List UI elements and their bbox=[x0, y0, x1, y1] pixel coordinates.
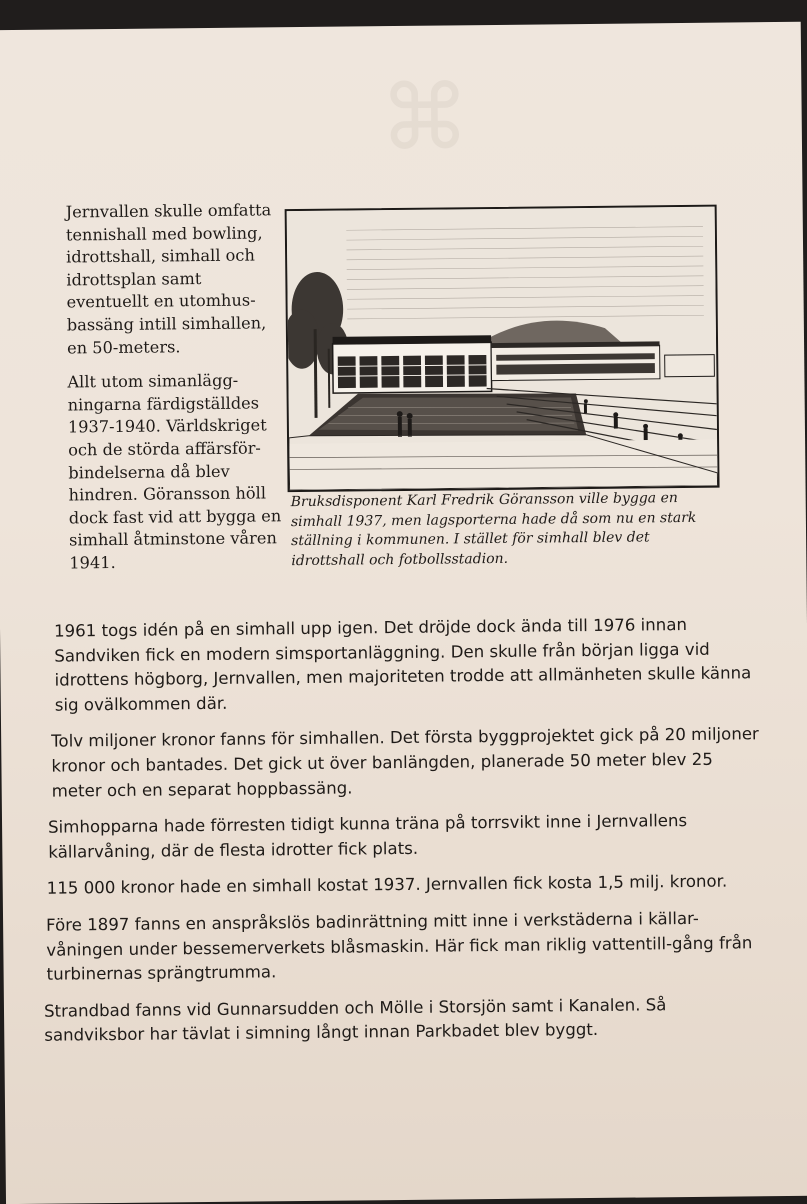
body-paragraph: Strandbad fanns vid Gunnarsudden och Mölle i Storsjön samt i Kanalen. Så sandviksbor har tävlat i simning långt innan Parkbadet blev byggt. bbox=[43, 994, 667, 1046]
illustration-drawing bbox=[287, 207, 718, 490]
show-through-mark: ⌘ bbox=[379, 65, 471, 172]
sidebar-paragraph-1: Jernvallen skulle omfatta tennishall med bowling, idrottshall, simhall och idrottsplan samt eventuellt en utomhus-bassäng intill simhallen, en 50-meters. bbox=[65, 200, 272, 358]
figure-caption: Bruksdisponent Karl Fredrik Göransson ville bygga en simhall 1937, men lagsporterna hade då som nu en stark ställning i kommunen. I stället för simhall blev det idrottshall och fotbollsstadion. bbox=[290, 490, 697, 569]
body-paragraph: Tolv miljoner kronor fanns för simhallen. Det första byggprojektet gick på 20 miljoner kronor och bantades. Det gick ut över banlängden, planerade 50 meter blev 25 meter och en separat hoppbassäng. bbox=[51, 724, 759, 801]
sidebar-paragraph-2: Allt utom simanlägg-ningarna färdigställdes 1937-1940. Världskriget och de störda affärsför-bindelserna då blev hindren. Göransson höll dock fast vid att bygga en simhall åtminstone våren 1941. bbox=[67, 370, 282, 573]
main-text bbox=[40, 612, 765, 1060]
body-paragraph: 115 000 kronor hade en simhall kostat 1937. Jernvallen fick kosta 1,5 milj. kronor. bbox=[46, 871, 728, 899]
body-paragraph: Före 1897 fanns en anspråkslös badinrättning mitt inne i verkstäderna i källar-våningen under bessemerverkets blåsmaskin. Här fick man riklig vattentill-gång från turbinernas sprängtrumma. bbox=[46, 908, 753, 984]
sidebar-column bbox=[66, 199, 285, 587]
book-page bbox=[0, 22, 807, 1204]
body-paragraph: Simhopparna hade förresten tidigt kunna träna på torrsvikt inne i Jernvallens källarvåning, där de flesta idrotter fick plats. bbox=[47, 811, 688, 862]
body-paragraph: 1961 togs idén på en simhall upp igen. Det dröjde dock ända till 1976 innan Sandviken fick en modern simsportanläggning. Den skulle från början ligga vid idrottens högborg, Jernvallen, men majoriteten trodde att allmänheten skulle känna sig ovälkommen där. bbox=[53, 614, 752, 715]
swimming-hall-illustration bbox=[285, 205, 720, 493]
